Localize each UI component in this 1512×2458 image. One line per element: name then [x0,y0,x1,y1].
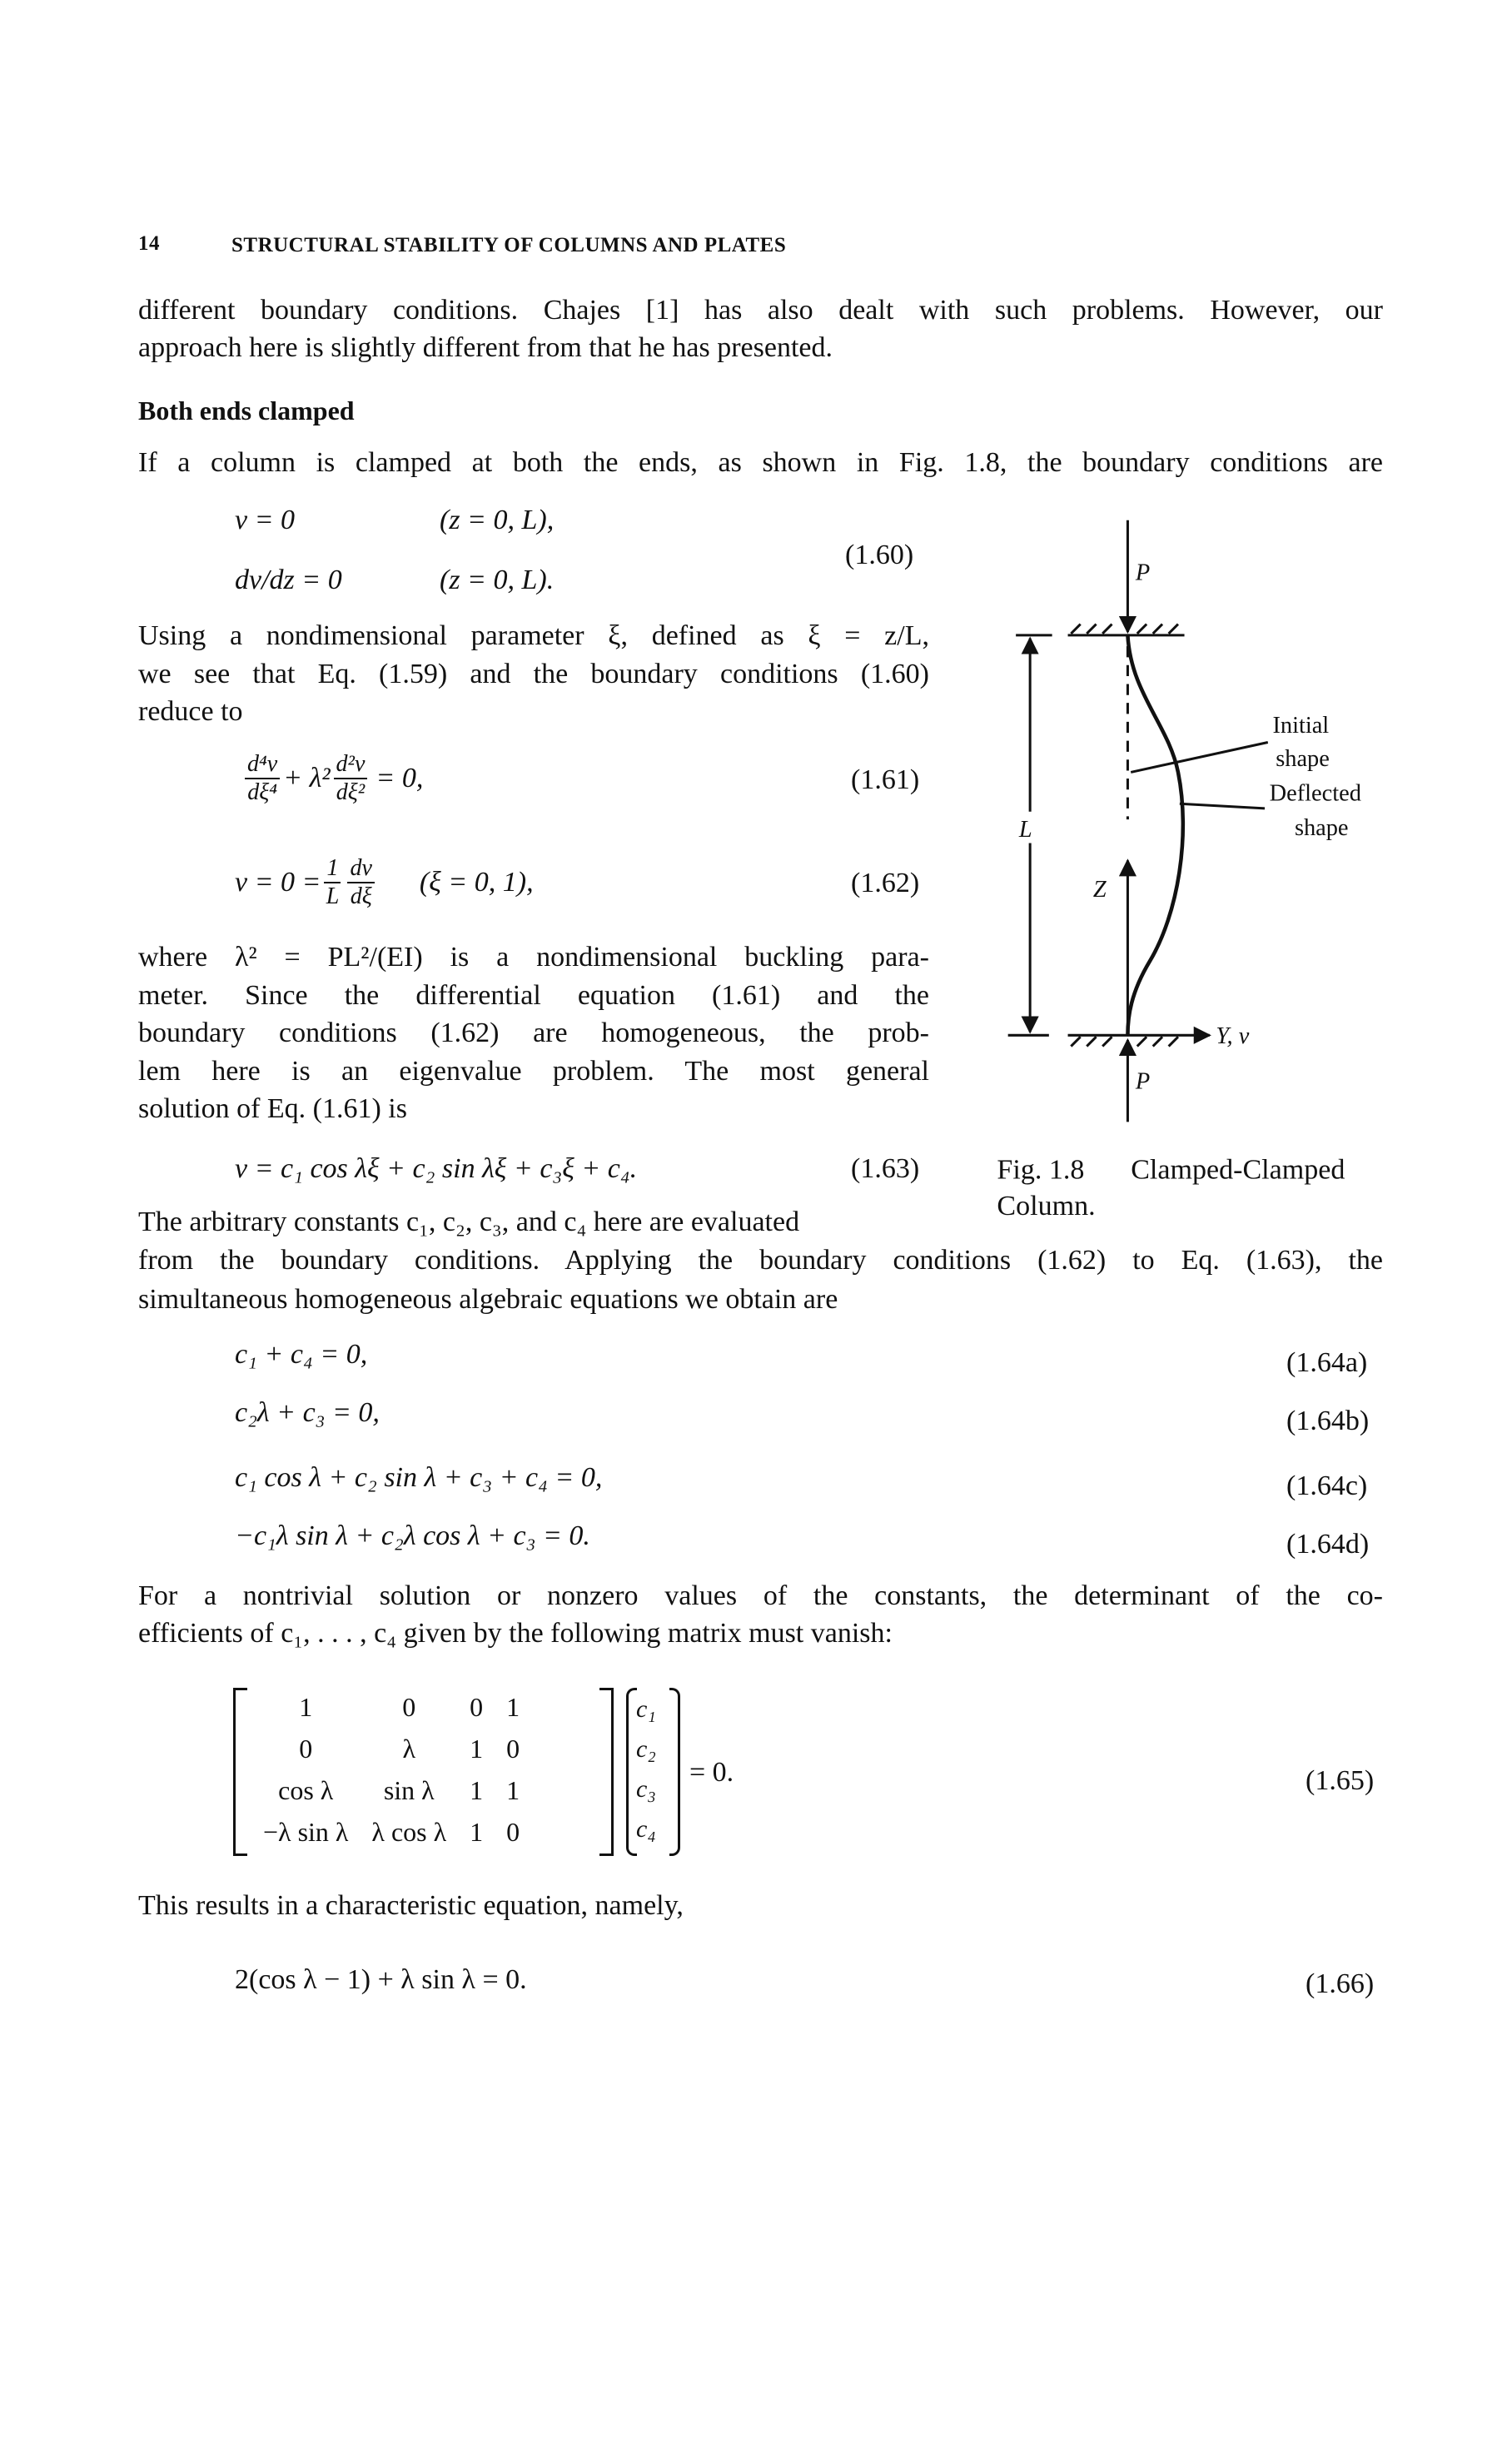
bottom-clamp-hatching [1071,1037,1178,1046]
initial-shape-label: shape [1276,745,1330,772]
matrix-cell: 1 [506,1691,520,1722]
deflected-shape-label: shape [1294,815,1349,842]
matrix-cell: 0 [402,1691,416,1722]
paragraph-line: This results in a characteristic equation, namely, [138,1890,684,1921]
equation-1-66: 2(cos λ − 1) + λ sin λ = 0. [235,1964,527,1995]
deflected-shape-leader [1180,804,1265,809]
matrix-cell: 1 [470,1733,484,1764]
fraction-numerator: d⁴v [245,753,280,779]
equation-rhs: = 0. [689,1757,734,1788]
deflected-shape-label: Deflected [1269,780,1361,807]
equation-1-64b: c₂λ + c₃ = 0, [235,1397,380,1428]
equation-label: (1.60) [845,540,914,570]
equation-label: (1.64b) [1286,1406,1370,1436]
fraction-numerator: d²v [334,753,368,779]
vector-cell: c₄ [636,1815,656,1843]
paragraph-line: boundary conditions (1.62) are homogeneous, the prob- [138,1018,929,1048]
equation-label: (1.66) [1306,1968,1375,1999]
paragraph-line: lem here is an eigenvalue problem. The most general [138,1056,929,1087]
paragraph-line: If a column is clamped at both the ends, as shown in Fig. 1.8, the boundary conditions are [138,447,1383,478]
fraction-numerator: dv [347,857,374,883]
paragraph-line: different boundary conditions. Chajes [1] has also dealt with such problems. However, our [138,295,1383,326]
paragraph-line: The arbitrary constants c₁, c₂, c₃, and c₄ here are evaluated [138,1207,800,1237]
equation-label: (1.64c) [1286,1470,1368,1501]
paragraph-line: reduce to [138,696,243,727]
equation-1-60-line1a: v = 0 [235,505,296,535]
load-label-top: P [1135,560,1151,586]
paragraph-line: approach here is slightly different from that he has presented. [138,332,833,363]
paragraph-line: we see that Eq. (1.59) and the boundary conditions (1.60) [138,659,929,689]
equation-label: (1.64a) [1286,1347,1368,1378]
initial-shape-label: Initial [1272,713,1330,739]
y-axis-label: Y, v [1216,1023,1250,1049]
equation-label: (1.61) [851,764,920,795]
equation-1-64a: c₁ + c₄ = 0, [235,1339,368,1370]
matrix-cell: 0 [506,1816,520,1847]
figure-number: Fig. 1.8 [997,1154,1085,1186]
matrix-cell: cos λ [278,1774,334,1805]
equation-1-64d: −c₁λ sin λ + c₂λ cos λ + c₃ = 0. [235,1520,590,1551]
running-title: STRUCTURAL STABILITY OF COLUMNS AND PLATES [231,234,787,256]
paragraph-line: For a nontrivial solution or nonzero values of the constants, the determinant of the co- [138,1580,1383,1611]
equation-1-60-line2a: dv/dz = 0 [235,565,342,595]
figure-caption-continued: Column. [997,1190,1096,1222]
length-label: L [1018,816,1032,843]
vector-cell: c₃ [636,1775,656,1803]
top-clamp-hatching [1071,624,1178,634]
equation-1-60-line1b: (z = 0, L), [440,505,555,535]
matrix-cell: 1 [506,1774,520,1805]
paragraph-line: efficients of c₁, . . . , c₄ given by the following matrix must vanish: [138,1618,893,1649]
matrix-cell: 0 [299,1733,313,1764]
figure-caption: Clamped-Clamped [1131,1154,1345,1186]
matrix-cell: 1 [299,1691,313,1722]
fraction-denominator: dξ [350,883,372,909]
fraction-denominator: dξ² [336,779,366,805]
equation-term: + λ² [283,763,331,794]
matrix-cell: 1 [470,1816,484,1847]
paragraph-line: meter. Since the differential equation (1.61) and the [138,980,929,1011]
equation-term: = 0, [376,763,424,794]
z-axis-label: Z [1092,876,1107,903]
equation-term: v = 0 = [235,867,321,898]
paragraph-line: simultaneous homogeneous algebraic equations we obtain are [138,1284,838,1315]
matrix-cell: λ cos λ [371,1816,447,1847]
matrix-cell: 0 [470,1691,484,1722]
fraction-numerator: 1 [324,857,341,883]
equation-label: (1.65) [1306,1765,1375,1796]
matrix-cell: −λ sin λ [263,1816,349,1847]
paragraph-line: where λ² = PL²/(EI) is a nondimensional buckling para- [138,942,929,973]
matrix-cell: λ [402,1733,416,1764]
vector-cell: c₂ [636,1735,656,1763]
equation-1-63: v = c₁ cos λξ + c₂ sin λξ + c₃ξ + c₄. [235,1153,638,1184]
equation-1-60-line2b: (z = 0, L). [440,565,555,595]
paragraph-line: from the boundary conditions. Applying the boundary conditions (1.62) to Eq. (1.63), the [138,1245,1383,1276]
deflected-shape-curve [1127,635,1182,1035]
matrix-cell: sin λ [383,1774,435,1805]
matrix-cell: 1 [470,1774,484,1805]
vector-cell: c₁ [636,1695,656,1723]
fraction-denominator: dξ⁴ [247,779,277,805]
paragraph-line: solution of Eq. (1.61) is [138,1093,407,1124]
equation-label: (1.63) [851,1153,920,1184]
equation-condition: (ξ = 0, 1), [419,867,534,898]
paragraph-line: Using a nondimensional parameter ξ, defined as ξ = z/L, [138,620,929,651]
load-label-bottom: P [1135,1068,1151,1095]
fraction-denominator: L [326,883,340,909]
equation-label: (1.64d) [1286,1529,1370,1560]
equation-1-64c: c₁ cos λ + c₂ sin λ + c₃ + c₄ = 0, [235,1462,603,1493]
section-heading: Both ends clamped [138,396,355,425]
page-number: 14 [138,232,160,255]
equation-label: (1.62) [851,868,920,898]
matrix-cell: 0 [506,1733,520,1764]
initial-shape-leader [1131,742,1268,772]
